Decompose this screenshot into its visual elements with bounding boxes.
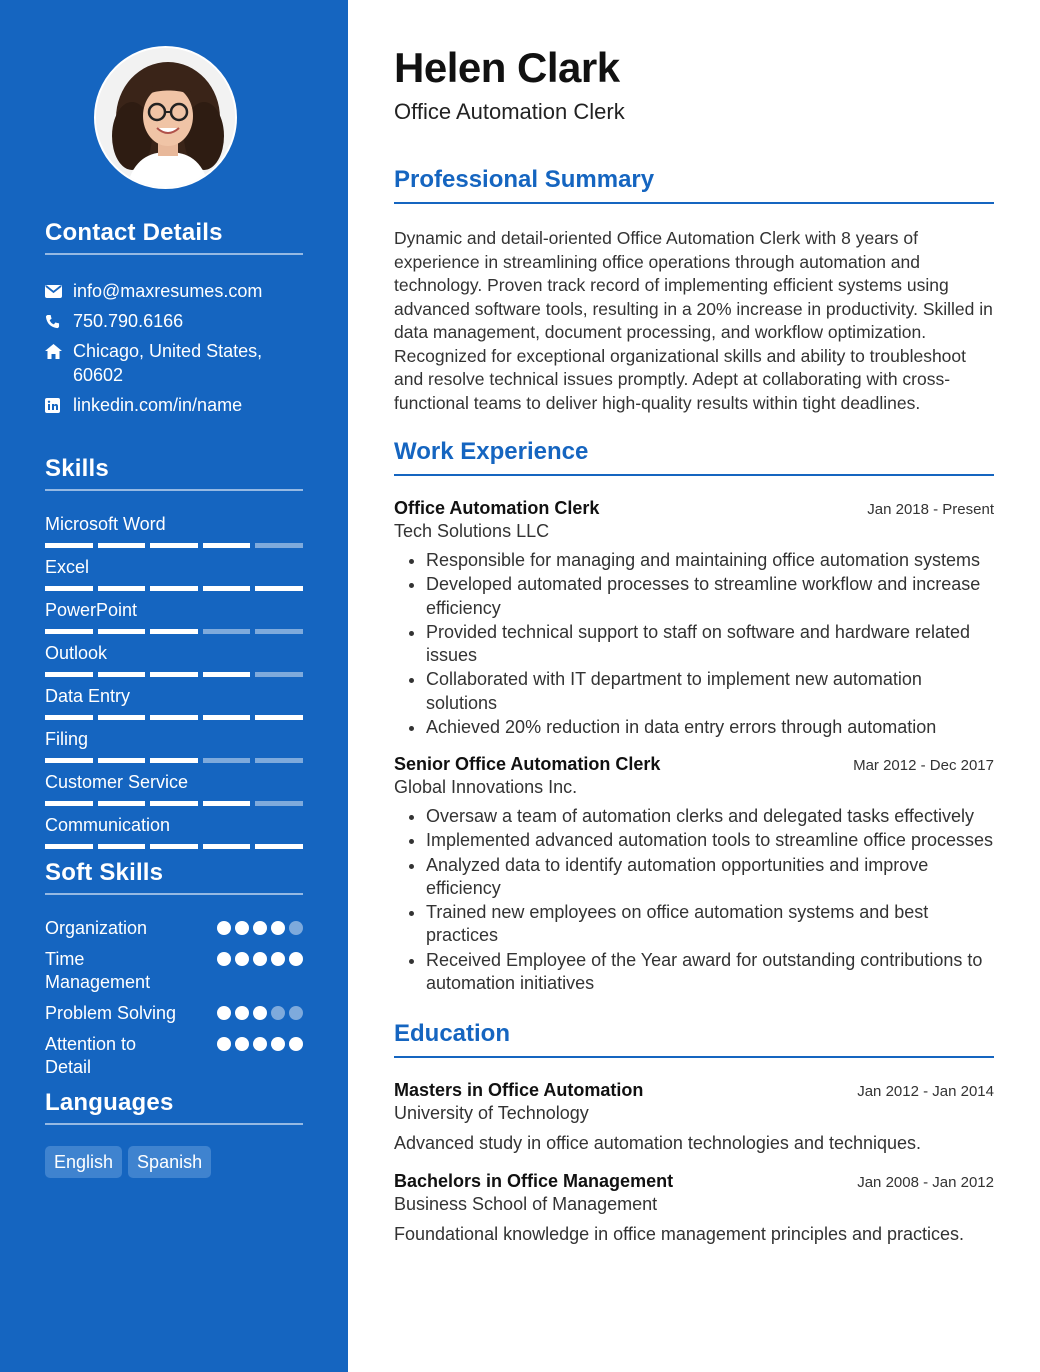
skill-level-segment	[255, 543, 303, 548]
skill-item	[45, 685, 303, 720]
language-list	[45, 1146, 303, 1178]
contact-linkedin[interactable]	[45, 393, 303, 417]
contact-section	[45, 219, 303, 417]
rating-dot	[253, 921, 267, 935]
job-title: Senior Office Automation Clerk	[394, 754, 661, 774]
skill-level-bar	[45, 801, 303, 806]
contact-address	[45, 339, 303, 387]
skill-level-segment	[150, 672, 198, 677]
skill-level-segment	[98, 629, 146, 634]
job-bullets	[394, 549, 994, 739]
linkedin-text: linkedin.com/in/name	[73, 395, 243, 415]
soft-skills-list	[45, 917, 303, 1079]
linkedin-icon	[45, 393, 73, 417]
skill-level-bar	[45, 586, 303, 591]
profile-photo	[96, 48, 237, 189]
skill-item	[45, 599, 303, 634]
rating-dot	[271, 1037, 285, 1051]
soft-skill-name: Time Management	[45, 949, 151, 992]
list-item: • Received Employee of the Year award for outstanding contributions to automation initiatives	[426, 949, 994, 996]
skill-item	[45, 814, 303, 849]
skill-level-segment	[45, 672, 93, 677]
education-heading: Education	[394, 1020, 994, 1058]
skill-level-segment	[255, 715, 303, 720]
skill-name: Filing	[45, 729, 89, 749]
job-dates: Mar 2012 - Dec 2017	[853, 757, 994, 774]
home-icon	[45, 339, 73, 363]
skill-level-segment	[255, 801, 303, 806]
soft-skill-item	[45, 1002, 303, 1025]
contact-phone[interactable]	[45, 309, 303, 333]
skill-name: Customer Service	[45, 772, 189, 792]
education-entry	[394, 1080, 994, 1154]
skill-level-segment	[255, 672, 303, 677]
rating-dot	[253, 1006, 267, 1020]
education-dates: Jan 2008 - Jan 2012	[857, 1174, 994, 1191]
list-item: • Analyzed data to identify automation opportunities and improve efficiency	[426, 854, 994, 901]
skill-name: Excel	[45, 557, 90, 577]
list-item: • Trained new employees on office automation systems and best practices	[426, 901, 994, 948]
skills-heading: Skills	[45, 455, 303, 491]
envelope-icon	[45, 279, 73, 303]
rating-dot	[289, 952, 303, 966]
skills-section	[45, 455, 303, 849]
rating-dot	[271, 921, 285, 935]
languages-heading: Languages	[45, 1089, 303, 1125]
skill-level-bar	[45, 715, 303, 720]
phone-icon	[45, 309, 73, 333]
contact-email[interactable]	[45, 279, 303, 303]
phone-text: 750.790.6166	[73, 311, 184, 331]
language-badge: Spanish	[128, 1146, 211, 1178]
skill-level-segment	[203, 801, 251, 806]
job-company: Tech Solutions LLC	[394, 521, 550, 541]
skill-level-segment	[203, 844, 251, 849]
email-text: info@maxresumes.com	[73, 281, 263, 301]
rating-dot	[217, 1037, 231, 1051]
soft-skill-name: Problem Solving	[45, 1003, 177, 1023]
education-dates: Jan 2012 - Jan 2014	[857, 1083, 994, 1100]
soft-skill-rating	[217, 1006, 303, 1020]
school-name: University of Technology	[394, 1103, 589, 1123]
skill-item	[45, 642, 303, 677]
skill-level-segment	[255, 758, 303, 763]
skill-level-segment	[150, 758, 198, 763]
skill-level-segment	[45, 844, 93, 849]
skill-level-segment	[45, 586, 93, 591]
skill-level-segment	[150, 801, 198, 806]
rating-dot	[271, 952, 285, 966]
skill-level-segment	[45, 801, 93, 806]
skill-item	[45, 728, 303, 763]
skill-level-segment	[255, 629, 303, 634]
skill-level-segment	[98, 758, 146, 763]
skill-name: PowerPoint	[45, 600, 138, 620]
list-item: • Developed automated processes to streamline workflow and increase efficiency	[426, 573, 994, 620]
job-company: Global Innovations Inc.	[394, 777, 578, 797]
skill-name: Outlook	[45, 643, 108, 663]
skill-level-bar	[45, 672, 303, 677]
list-item: • Provided technical support to staff on software and hardware related issues	[426, 621, 994, 668]
soft-skill-rating	[217, 952, 303, 966]
rating-dot	[289, 921, 303, 935]
rating-dot	[289, 1037, 303, 1051]
skill-level-segment	[98, 844, 146, 849]
soft-skill-item	[45, 917, 303, 940]
skill-name: Data Entry	[45, 686, 131, 706]
rating-dot	[235, 952, 249, 966]
job-bullets	[394, 805, 994, 995]
skill-level-segment	[203, 758, 251, 763]
job-title: Office Automation Clerk	[394, 498, 600, 518]
address-text: Chicago, United States, 60602	[73, 341, 263, 385]
skill-level-bar	[45, 629, 303, 634]
skill-level-bar	[45, 758, 303, 763]
candidate-name: Helen Clark	[394, 44, 620, 91]
soft-skill-rating	[217, 921, 303, 935]
candidate-title: Office Automation Clerk	[394, 99, 625, 124]
language-badge: English	[45, 1146, 122, 1178]
contact-heading: Contact Details	[45, 219, 303, 255]
degree-title: Bachelors in Office Management	[394, 1171, 674, 1191]
summary-heading: Professional Summary	[394, 166, 994, 204]
list-item: • Implemented advanced automation tools to streamline office processes	[426, 829, 994, 852]
languages-section	[45, 1089, 303, 1178]
list-item: • Collaborated with IT department to implement new automation solutions	[426, 668, 994, 715]
soft-skills-section	[45, 859, 303, 1079]
job-entry	[394, 754, 994, 996]
skill-level-segment	[45, 715, 93, 720]
soft-skill-name: Attention to Detail	[45, 1034, 137, 1077]
rating-dot	[217, 1006, 231, 1020]
skill-level-segment	[98, 543, 146, 548]
rating-dot	[253, 952, 267, 966]
skill-level-bar	[45, 844, 303, 849]
skill-level-segment	[98, 586, 146, 591]
rating-dot	[253, 1037, 267, 1051]
summary-text: Dynamic and detail-oriented Office Automation Clerk with 8 years of experience in streamlining office operations through automation and technology. Proven track record of implementing efficient systems using advanced software tools, resulting in a 20% increase in productivity. Skilled in data management, document processing, and workflow optimization. Recognized for exceptional organizational skills and ability to troubleshoot and resolve technical issues promptly. Adept at collaborating with cross-functional teams to deliver high-quality results within tight deadlines.	[394, 228, 993, 413]
skill-item	[45, 556, 303, 591]
skill-level-segment	[98, 801, 146, 806]
education-entry	[394, 1171, 994, 1245]
skill-level-segment	[203, 629, 251, 634]
skill-level-segment	[255, 844, 303, 849]
job-dates: Jan 2018 - Present	[867, 501, 994, 518]
soft-skills-heading: Soft Skills	[45, 859, 303, 895]
skill-level-segment	[150, 844, 198, 849]
skill-level-segment	[45, 758, 93, 763]
education-description: Foundational knowledge in office management principles and practices.	[394, 1224, 965, 1244]
skill-level-segment	[255, 586, 303, 591]
skill-level-segment	[150, 543, 198, 548]
experience-heading: Work Experience	[394, 438, 994, 476]
skill-level-segment	[150, 629, 198, 634]
list-item: • Responsible for managing and maintaining office automation systems	[426, 549, 994, 572]
sidebar	[0, 0, 348, 1372]
skill-level-segment	[45, 543, 93, 548]
skill-level-segment	[150, 586, 198, 591]
skill-level-segment	[98, 672, 146, 677]
skill-level-segment	[203, 586, 251, 591]
rating-dot	[235, 1006, 249, 1020]
skill-item	[45, 771, 303, 806]
skill-level-segment	[203, 715, 251, 720]
avatar	[94, 46, 237, 189]
skill-level-segment	[203, 543, 251, 548]
skill-level-segment	[150, 715, 198, 720]
rating-dot	[235, 1037, 249, 1051]
skills-list	[45, 513, 303, 849]
school-name: Business School of Management	[394, 1194, 658, 1214]
education-description: Advanced study in office automation technologies and techniques.	[394, 1133, 922, 1153]
skill-name: Microsoft Word	[45, 514, 166, 534]
rating-dot	[217, 921, 231, 935]
rating-dot	[271, 1006, 285, 1020]
skill-level-segment	[45, 629, 93, 634]
soft-skill-rating	[217, 1037, 303, 1051]
skill-level-segment	[203, 672, 251, 677]
soft-skill-name: Organization	[45, 918, 148, 938]
list-item: • Oversaw a team of automation clerks and delegated tasks effectively	[426, 805, 994, 828]
list-item: • Achieved 20% reduction in data entry errors through automation	[426, 716, 994, 739]
job-entry	[394, 498, 994, 740]
rating-dot	[289, 1006, 303, 1020]
skill-name: Communication	[45, 815, 171, 835]
degree-title: Masters in Office Automation	[394, 1080, 644, 1100]
soft-skill-item	[45, 948, 303, 994]
skill-level-bar	[45, 543, 303, 548]
soft-skill-item	[45, 1033, 303, 1079]
skill-item	[45, 513, 303, 548]
rating-dot	[217, 952, 231, 966]
skill-level-segment	[98, 715, 146, 720]
rating-dot	[235, 921, 249, 935]
